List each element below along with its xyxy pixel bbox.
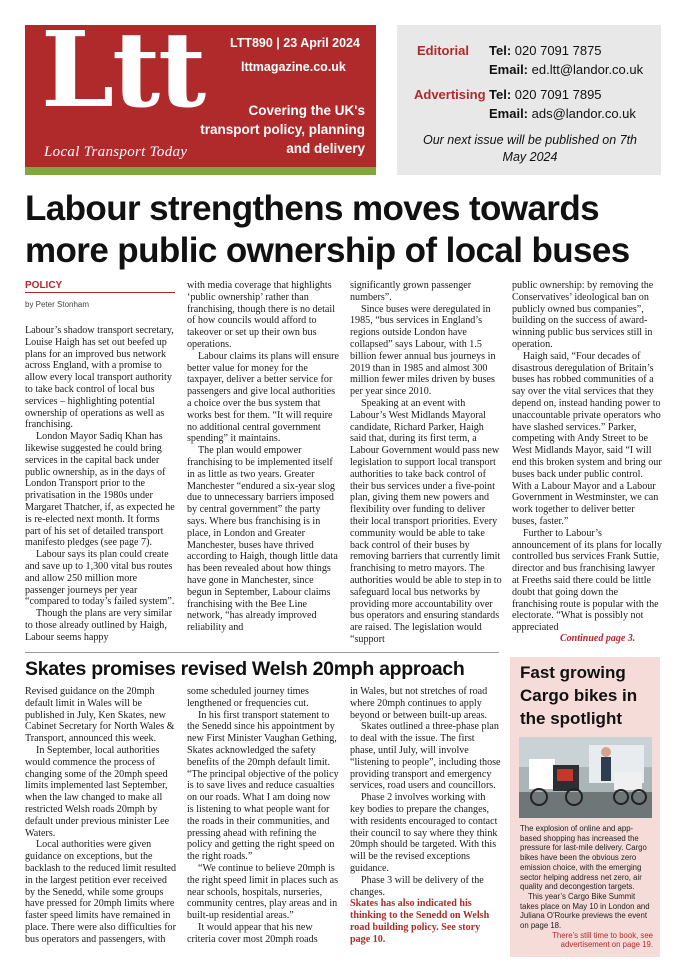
- sidebar-headline: Fast growing Cargo bikes in the spotlight: [520, 663, 638, 728]
- paragraph: “We continue to believe 20mph is the right speed limit in places such as near schools, hospitals, nurseries, community centres, play areas and in built-up residential areas.”: [187, 862, 339, 922]
- advertising-email: [489, 106, 636, 121]
- cargo-bike-photo-illustration: [519, 737, 652, 818]
- paragraph: Though the plans are very similar to those already outlined by Haigh, Labour seems happy: [25, 608, 172, 643]
- paragraph: Local authorities were given guidance on exceptions, but the backlash to the reduced limit resulted in the largest petition ever received by the Senedd, while some groups have pressed for 20mph limits where faster speed limits have remained in place. There were also difficulties for bus operators and passengers, with: [25, 839, 177, 945]
- email-label: Email:: [489, 106, 529, 121]
- paragraph: Further to Labour’s announcement of its plans for locally controlled bus services Frank Suttie, director and bus franchising lawyer at Freeths said there could be little doubt that going down the franchising route is popular with the electorate. “What is possibly not appreciated: [512, 527, 662, 634]
- editorial-label: Editorial: [417, 43, 470, 58]
- lead-column-4: [512, 280, 662, 634]
- sidebar-text: [520, 824, 653, 950]
- story2-headline: Skates promises revised Welsh 20mph approach: [25, 658, 465, 680]
- byline: by Peter Stonham: [25, 300, 90, 309]
- paragraph: Haigh said, “Four decades of disastrous deregulation of Britain’s buses has robbed communities of a say over the vital services that they depend on, instead handing power to unaccountable private operators who have slashed services.” Parker, competing with Andy Street to be West Midlands Mayor, said “I will end this broken system and bring our buses back under public control. With a Labour Mayor and a Labour Government in Westminster, we can work together to deliver better buses, faster.”: [512, 350, 662, 527]
- editorial-tel-number[interactable]: 020 7091 7875: [514, 43, 602, 58]
- paragraph: with media coverage that highlights ‘public ownership’ rather than franchising, though there is no detail of how councils would afford to takeover or set up their own bus operations.: [187, 280, 336, 350]
- paragraph: Speaking at an event with Labour’s West Midlands Mayoral candidate, Richard Parker, Haigh said that, during its first term, a Labour Government would pass new legislation to support local transport authorities to take back control of their bus services under a five-point plan, giving them new powers and flexibility over funding to deliver their local transport priorities. Every community would be able to take back control of their buses by removing barriers that currently limit franchising to metro mayors. The authorities would be able to step in to safeguard local bus networks by providing more accountability over bus operators and ensuring standards are raised. The legislation would “support: [350, 397, 502, 645]
- paragraph: Labour claims its plans will ensure better value for money for the taxpayer, deliver a better service for passengers and give local authorities a choice over the bus system that works best for them. “It will require no additional central government spending” it maintains.: [187, 350, 340, 445]
- lead-column-2: [187, 280, 339, 634]
- paragraph: In his first transport statement to the Senedd since his appointment by new First Minister Vaughan Gething, Skates acknowledged the safety benefits of the 20mph default limit. “The principal objective of the policy is to save lives and reduce casualties on our roads. What I am doing now is listening to what people want for the roads in their communities, and pressing ahead with refining the policy and getting the right speed on the right roads.”: [187, 709, 339, 863]
- lead-column-1: [25, 325, 177, 644]
- advertising-tel: [489, 87, 602, 102]
- logo-subtitle: Local Transport Today: [44, 144, 188, 160]
- accent-bar: [25, 167, 376, 175]
- cover-line: Covering the UK's transport policy, planning and delivery: [200, 103, 365, 156]
- tel-label: Tel:: [489, 87, 512, 102]
- cross-reference-link[interactable]: Skates has also indicated his thinking to the Senedd on Welsh road building policy. See story page 10.: [350, 898, 490, 945]
- paragraph: Labour’s shadow transport secretary, Louise Haigh has set out beefed up plans for an improved bus network across England, with a promise to allow every local transport authority to take back control of local bus services – highlighting potential ownership of operations as well as franchising.: [25, 325, 174, 431]
- paragraph: This year’s Cargo Bike Summit takes place on May 10 in London and Juliana O’Rourke previews the event on page 18.: [520, 891, 650, 931]
- lead-headline: Labour strengthens moves towards more public ownership of local buses: [25, 189, 630, 270]
- story2-column-1: [25, 686, 177, 946]
- editorial-email: [489, 62, 643, 77]
- editorial-email-address[interactable]: ed.ltt@landor.co.uk: [531, 62, 644, 77]
- paragraph: significantly grown passenger numbers”.: [350, 280, 472, 303]
- story2-column-2: [187, 686, 339, 946]
- paragraph: The explosion of online and app-based shopping has increased the pressure for last-mile delivery. Cargo bikes have been the obvious zero emission choice, with the emerging sector helping address net zero, air quality and decongestion targets.: [520, 824, 647, 892]
- paragraph: public ownership: by removing the Conservatives’ ideological ban on publicly owned bus companies”, building on the success of award-winning public bus services still in operation.: [512, 280, 654, 350]
- paragraph: It would appear that his new criteria cover most 20mph roads: [187, 921, 318, 945]
- lead-column-3: [350, 280, 502, 646]
- paragraph: some scheduled journey times lengthened or frequencies cut.: [187, 686, 309, 709]
- advertising-tel-number[interactable]: 020 7091 7895: [514, 87, 602, 102]
- paragraph: London Mayor Sadiq Khan has likewise suggested he could bring services in the capital back under public ownership, as in the days of London Transport prior to the privatisation in the 1980s under Margaret Thatcher, if, as expected he is re-elected next month. It forms part of his set of detailed transport manifesto pledges (see page 7).: [25, 431, 175, 549]
- issue-info: LTT890 | 23 April 2024: [230, 36, 360, 50]
- story2-column-3: [350, 686, 502, 946]
- section-label: POLICY: [25, 280, 63, 291]
- logo[interactable]: Ltt: [41, 8, 205, 131]
- cargo-bike-photo: [519, 737, 652, 818]
- paragraph: Revised guidance on the 20mph default limit in Wales will be published in July, Ken Skates, new Cabinet Secretary for North Wales & Transport, announced this week.: [25, 686, 175, 745]
- website-link[interactable]: lttmagazine.co.uk: [241, 60, 346, 74]
- paragraph: The plan would empower franchising to be implemented itself in as little as two years. Greater Manchester “endured a six-year slog due to unnecessary barriers imposed by central government” the party says. Where bus franchising is in place, in London and Greater Manchester, buses have thrived according to Haigh, though little data has been revealed about how things have gone in Manchester, since begun in September, Labour claims franchising with the Bee Line network, “has already improved reliability and: [187, 445, 338, 634]
- advertising-email-address[interactable]: ads@landor.co.uk: [531, 106, 636, 121]
- paragraph: Since buses were deregulated in 1985, “bus services in England’s regions outside London have collapsed” says Labour, with 1.5 billion fewer annual bus journeys in 2019 than in 1985 and almost 300 million fewer miles driven by buses per year since 2010.: [350, 303, 496, 398]
- email-label: Email:: [489, 62, 529, 77]
- section-rule: [25, 292, 175, 293]
- booking-link[interactable]: There’s still time to book, see advertisement on page 19.: [552, 930, 653, 950]
- advertising-label: Advertising: [414, 87, 486, 102]
- tel-label: Tel:: [489, 43, 512, 58]
- next-issue-note: Our next issue will be published on 7th May 2024: [422, 133, 637, 164]
- paragraph: In September, local authorities would commence the process of changing some of the 20mph speed limits implemented last September, when the law changed to make all restricted Welsh roads 20mph by default under previous minister Lee Waters.: [25, 744, 170, 839]
- paragraph: in Wales, but not stretches of road where 20mph continues to apply beyond or between built-up areas.: [350, 686, 488, 721]
- editorial-tel: [489, 43, 602, 58]
- paragraph: Phase 2 involves working with key bodies to prepare the changes, with residents encouraged to contact their council to say where they think 20mph should be targeted. With this will be the revised exceptions guidance.: [350, 792, 498, 874]
- divider: [25, 652, 499, 653]
- paragraph: Skates outlined a three-phase plan to deal with the issue. The first phase, until July, will involve “listening to people”, including those providing transport and emergency services, road users and councillors.: [350, 721, 501, 792]
- paragraph: Phase 3 will be delivery of the changes.: [350, 874, 484, 898]
- continued-link[interactable]: Continued page 3.: [560, 633, 636, 644]
- paragraph: Labour says its plan could create and save up to 1,300 vital bus routes and allow 250 million more passenger journeys per year “compared to today’s failed system”.: [25, 549, 175, 608]
